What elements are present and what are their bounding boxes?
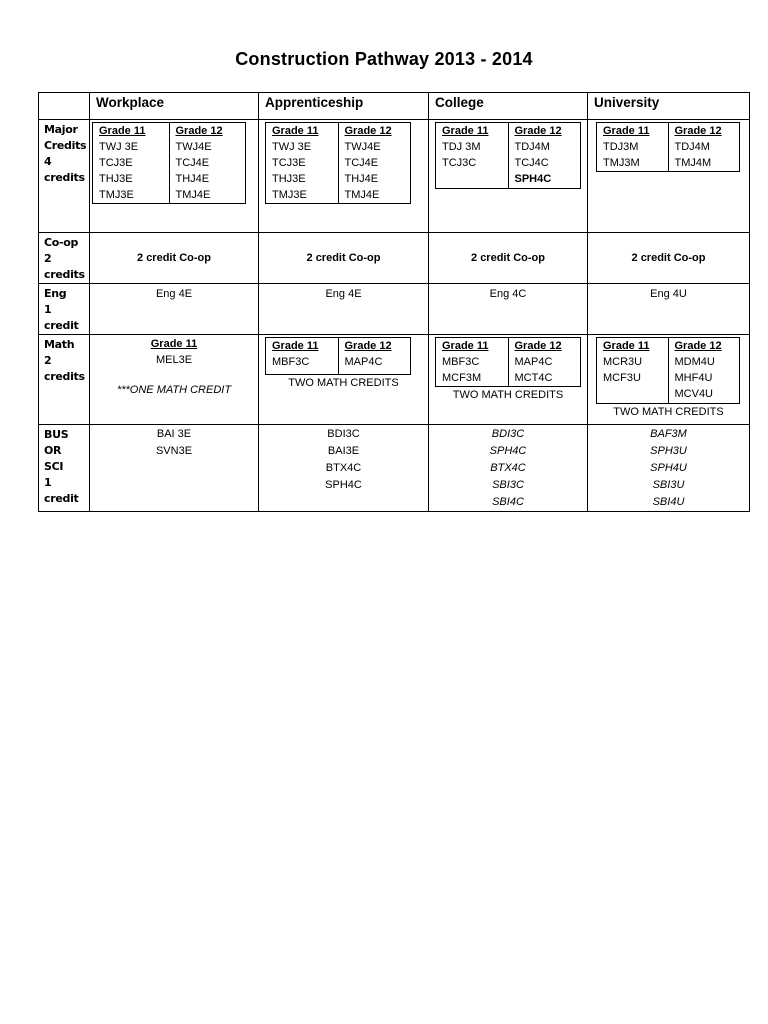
course-code: TWJ 3E [99, 141, 139, 153]
course-code: BAI 3E [156, 428, 192, 440]
math-credit-note: ***ONE MATH CREDIT [116, 384, 232, 396]
course-code: TMJ4M [674, 157, 712, 169]
major-apprenticeship-grid [265, 122, 411, 204]
grade-11-column [436, 123, 509, 189]
row-label-eng [39, 284, 90, 335]
corner-cell [39, 93, 90, 120]
empty-line [442, 171, 502, 188]
course-code: MEL3E [155, 354, 193, 366]
math-apprenticeship [259, 335, 429, 425]
course-code: TWJ 3E [272, 141, 312, 153]
grade-12-heading: Grade 12 [344, 125, 392, 137]
grade-11-column [436, 338, 509, 387]
pathway-table [38, 92, 750, 512]
course-code: THJ4E [175, 173, 210, 185]
row-label-line: credits [44, 171, 85, 184]
major-workplace-cell [90, 120, 259, 233]
header-apprenticeship: Apprenticeship [259, 93, 429, 120]
course-code: MBF3C [442, 356, 480, 368]
row-label-line: Credits [44, 139, 87, 152]
grade-12-column [338, 123, 411, 204]
course-code: TCJ3E [272, 157, 306, 169]
grade-11-heading: Grade 11 [442, 125, 489, 137]
major-credits-row [39, 120, 750, 233]
row-label-coop [39, 233, 90, 284]
grade-12-heading: Grade 12 [175, 125, 223, 137]
grade-11-heading: Grade 11 [442, 340, 489, 352]
course-code: THJ3E [99, 173, 133, 185]
course-code: SPH4C [489, 445, 527, 457]
bus-sci-university [588, 425, 750, 512]
row-label-line: 1 credit [44, 476, 79, 505]
course-code: TMJ3M [603, 157, 640, 169]
grade-12-column [508, 338, 581, 387]
grade-11-heading: Grade 11 [272, 125, 319, 137]
course-code: MBF3C [272, 356, 310, 368]
course-code: TMJ4E [175, 189, 211, 201]
row-label-line: credits [44, 268, 85, 281]
math-university-grid [596, 337, 740, 404]
row-label-line: Co-op [44, 236, 79, 249]
course-code: SVN3E [155, 445, 193, 457]
math-college-grid [435, 337, 581, 387]
course-code: TDJ3M [603, 141, 639, 153]
major-university-cell [588, 120, 750, 233]
course-code: SBI4C [492, 496, 524, 508]
major-university-grid [596, 122, 740, 172]
header-college: College [429, 93, 588, 120]
row-label-line: 1 credit [44, 303, 79, 332]
row-label-math [39, 335, 90, 425]
math-credit-note: TWO MATH CREDITS [452, 389, 564, 401]
math-credit-note: TWO MATH CREDITS [288, 377, 399, 389]
header-row [39, 93, 750, 120]
math-row [39, 335, 750, 425]
course-code: TWJ4E [344, 141, 381, 153]
row-label-bus-sci [39, 425, 90, 512]
course-code: MAP4C [514, 356, 553, 368]
course-code: SPH4C [514, 173, 552, 185]
grade-11-column [597, 123, 669, 172]
coop-university: 2 credit Co-op [588, 233, 750, 284]
course-code: SPH4U [650, 462, 687, 474]
grade-11-heading: Grade 11 [99, 125, 146, 137]
row-label-line: credits [44, 370, 85, 383]
course-code: BDI3C [491, 428, 525, 440]
row-label-line: Math [44, 338, 75, 351]
grade-12-heading: Grade 12 [344, 340, 392, 352]
course-code: TMJ4E [344, 189, 380, 201]
header-university: University [588, 93, 750, 120]
course-code: MCF3M [442, 372, 482, 384]
row-label-line: 2 [44, 252, 52, 265]
course-code: SBI3C [492, 479, 524, 491]
grade-11-column [93, 123, 170, 204]
grade-11-heading: Grade 11 [272, 340, 319, 352]
grade-11-column [597, 338, 669, 404]
major-college-cell [429, 120, 588, 233]
grade-12-column [668, 123, 740, 172]
course-code: TCJ4E [344, 157, 379, 169]
grade-11-column [266, 338, 339, 375]
math-workplace [90, 335, 259, 425]
course-code: MHF4U [674, 372, 713, 384]
course-code: TWJ4E [175, 141, 212, 153]
course-code: TDJ 3M [442, 141, 481, 153]
bus-sci-college [429, 425, 588, 512]
course-code: MCF3U [603, 372, 641, 384]
bus-sci-workplace [90, 425, 259, 512]
course-code: MAP4C [344, 356, 383, 368]
course-code: SPH3U [650, 445, 687, 457]
course-code: THJ4E [344, 173, 379, 185]
major-workplace-grid [92, 122, 246, 204]
course-code: BTX4C [325, 462, 362, 474]
eng-workplace: Eng 4E [90, 284, 259, 335]
course-code: BAI3E [327, 445, 360, 457]
course-code: BDI3C [327, 428, 360, 440]
course-code: MCR3U [603, 356, 643, 368]
course-code: TDJ4M [674, 141, 710, 153]
course-code: TCJ3E [99, 157, 133, 169]
coop-apprenticeship: 2 credit Co-op [259, 233, 429, 284]
course-code: TCJ3C [442, 157, 477, 169]
eng-row [39, 284, 750, 335]
row-label-line: Major [44, 123, 78, 136]
course-code: MDM4U [674, 356, 715, 368]
course-code: SPH4C [325, 479, 362, 491]
math-university [588, 335, 750, 425]
grade-12-column [338, 338, 411, 375]
coop-workplace: 2 credit Co-op [90, 233, 259, 284]
grade-12-heading: Grade 12 [514, 340, 562, 352]
course-code: MCT4C [514, 372, 553, 384]
grade-12-heading: Grade 12 [514, 125, 562, 137]
grade-12-column [668, 338, 740, 404]
major-apprenticeship-cell [259, 120, 429, 233]
eng-college: Eng 4C [429, 284, 588, 335]
row-label-line: Eng [44, 287, 67, 300]
grade-12-column [508, 123, 581, 189]
grade-11-heading: Grade 11 [603, 340, 650, 352]
eng-university: Eng 4U [588, 284, 750, 335]
course-code: TMJ3E [99, 189, 134, 201]
course-code: BTX4C [490, 462, 526, 474]
course-code: TDJ4M [514, 141, 550, 153]
course-code: SBI3U [652, 479, 685, 491]
course-code: THJ3E [272, 173, 306, 185]
empty-line [603, 386, 662, 403]
course-code: TMJ3E [272, 189, 307, 201]
bus-sci-apprenticeship [259, 425, 429, 512]
row-label-line: 4 [44, 155, 52, 168]
coop-college: 2 credit Co-op [429, 233, 588, 284]
page-title: Construction Pathway 2013 - 2014 [235, 49, 533, 69]
bus-sci-row [39, 425, 750, 512]
grade-12-column [169, 123, 246, 204]
math-college [429, 335, 588, 425]
grade-11-heading: Grade 11 [603, 125, 650, 137]
major-college-grid [435, 122, 581, 189]
row-label-line: BUS OR [44, 428, 69, 457]
coop-row [39, 233, 750, 284]
grade-12-heading: Grade 12 [674, 340, 722, 352]
course-code: TCJ4E [175, 157, 210, 169]
course-code: BAF3M [650, 428, 687, 440]
grade-12-heading: Grade 12 [674, 125, 722, 137]
grade-11-column [266, 123, 339, 204]
math-credit-note: TWO MATH CREDITS [613, 406, 724, 418]
course-code: MCV4U [674, 388, 714, 400]
eng-apprenticeship: Eng 4E [259, 284, 429, 335]
math-apprenticeship-grid [265, 337, 411, 375]
grade-11-heading: Grade 11 [150, 338, 198, 350]
header-workplace: Workplace [90, 93, 259, 120]
row-label-line: SCI [44, 460, 64, 473]
row-label-line: 2 [44, 354, 52, 367]
course-code: TCJ4C [514, 157, 549, 169]
row-label-major [39, 120, 90, 233]
course-code: SBI4U [652, 496, 685, 508]
